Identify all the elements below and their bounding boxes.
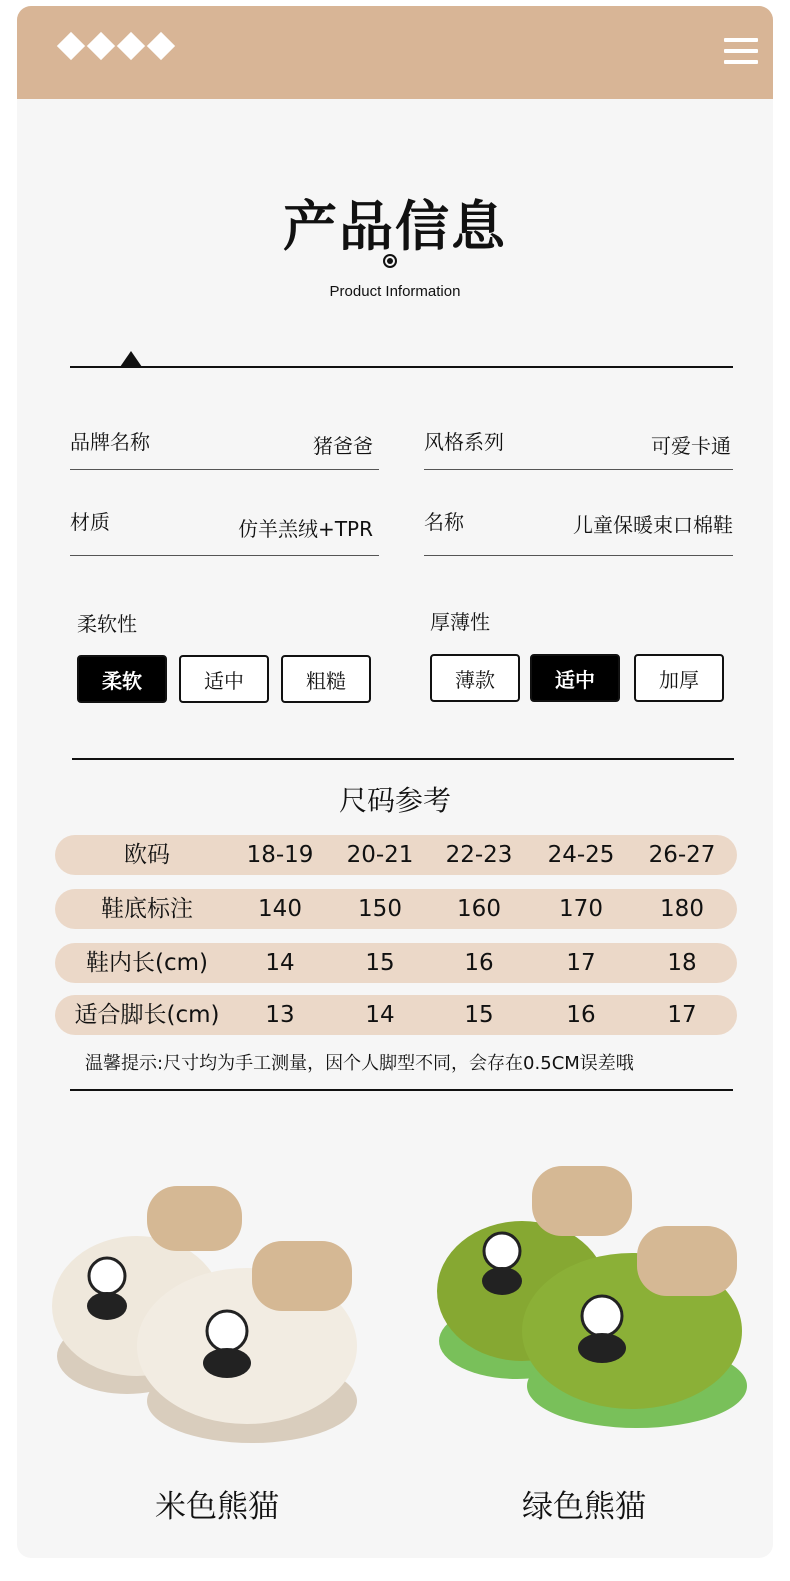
section-title: 产品信息 — [283, 195, 507, 258]
product-name-beige: 米色熊猫 — [155, 1489, 279, 1525]
divider — [72, 758, 734, 760]
size-cell: 14 — [265, 950, 295, 976]
size-cell: 15 — [365, 950, 395, 976]
green-panda-slipper-image — [427, 1151, 767, 1451]
material-value: 仿羊羔绒+TPR — [238, 517, 373, 541]
size-row-header: 适合脚长(cm) — [74, 1002, 220, 1028]
size-cell: 26-27 — [648, 842, 716, 868]
divider — [424, 469, 733, 470]
thickness-option-thick[interactable]: 加厚 — [634, 654, 724, 702]
divider — [70, 555, 379, 556]
size-row — [55, 995, 737, 1035]
style-value: 可爱卡通 — [651, 434, 731, 458]
size-cell: 22-23 — [445, 842, 513, 868]
size-cell: 13 — [265, 1002, 295, 1028]
size-cell: 170 — [559, 896, 603, 922]
material-label: 材质 — [70, 510, 110, 534]
size-cell: 160 — [457, 896, 501, 922]
size-chart-title: 尺码参考 — [338, 784, 451, 817]
softness-option-soft[interactable]: 柔软 — [77, 655, 167, 703]
size-row-header: 欧码 — [124, 842, 170, 868]
thickness-label: 厚薄性 — [430, 610, 490, 634]
header-bar — [17, 6, 773, 99]
divider — [70, 366, 733, 368]
size-cell: 180 — [660, 896, 704, 922]
four-diamonds-logo-icon — [61, 36, 181, 56]
divider — [70, 1089, 733, 1091]
hamburger-menu-icon[interactable] — [724, 38, 758, 64]
section-subtitle: Product Information — [329, 283, 461, 300]
size-row — [55, 889, 737, 929]
size-row — [55, 943, 737, 983]
name-value: 儿童保暖束口棉鞋 — [573, 513, 733, 537]
thickness-option-medium[interactable]: 适中 — [530, 654, 620, 702]
size-cell: 16 — [464, 950, 494, 976]
size-cell: 15 — [464, 1002, 494, 1028]
beige-panda-slipper-image — [47, 1166, 387, 1456]
brand-value: 猪爸爸 — [313, 434, 373, 458]
circle-dot-icon — [383, 254, 397, 268]
divider — [70, 469, 379, 470]
size-row-header: 鞋底标注 — [101, 896, 193, 922]
size-note: 温馨提示:尺寸均为手工测量，因个人脚型不同，会存在0.5CM误差哦 — [85, 1053, 634, 1074]
size-row-header: 鞋内长(cm) — [86, 950, 208, 976]
size-cell: 17 — [667, 1002, 697, 1028]
softness-label: 柔软性 — [77, 612, 137, 636]
style-label: 风格系列 — [424, 430, 504, 454]
triangle-marker-icon — [120, 351, 142, 367]
softness-option-medium[interactable]: 适中 — [179, 655, 269, 703]
size-cell: 20-21 — [346, 842, 414, 868]
size-cell: 150 — [358, 896, 402, 922]
product-info-card — [17, 6, 773, 1558]
size-cell: 17 — [566, 950, 596, 976]
size-cell: 18 — [667, 950, 697, 976]
brand-label: 品牌名称 — [70, 430, 150, 454]
size-cell: 14 — [365, 1002, 395, 1028]
size-cell: 18-19 — [246, 842, 314, 868]
size-row — [55, 835, 737, 875]
thickness-option-thin[interactable]: 薄款 — [430, 654, 520, 702]
name-label: 名称 — [424, 510, 464, 534]
size-cell: 24-25 — [547, 842, 615, 868]
divider — [424, 555, 733, 556]
softness-option-rough[interactable]: 粗糙 — [281, 655, 371, 703]
product-name-green: 绿色熊猫 — [522, 1489, 646, 1525]
size-cell: 16 — [566, 1002, 596, 1028]
size-cell: 140 — [258, 896, 302, 922]
